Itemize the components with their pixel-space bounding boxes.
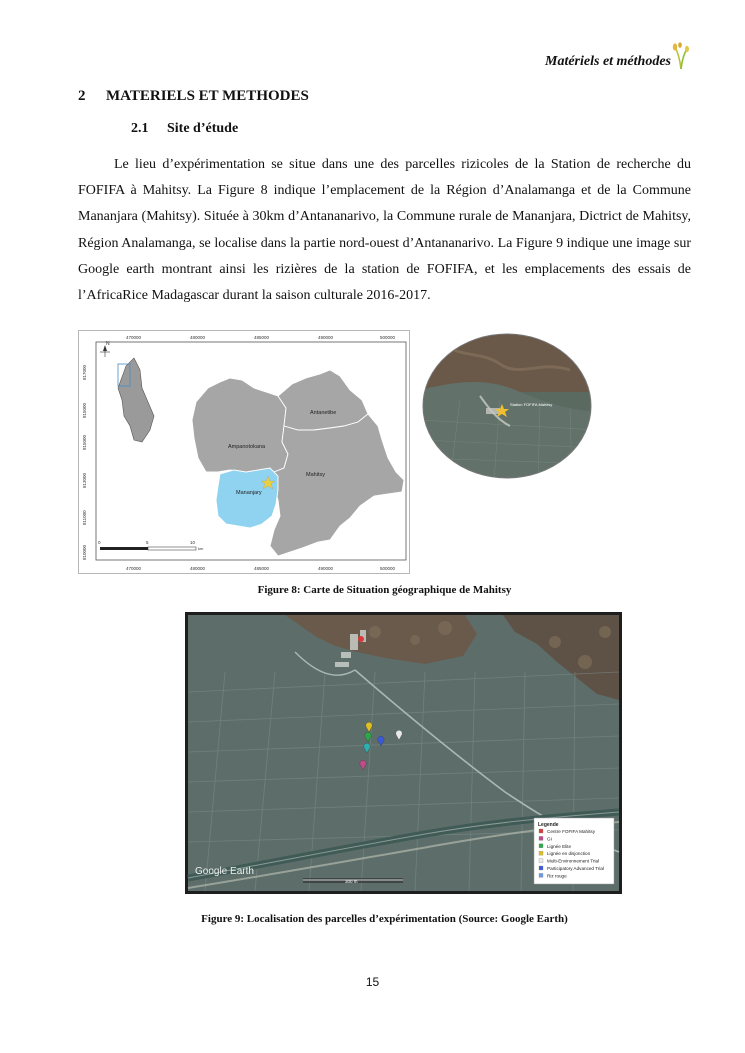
- legend-swatch: [539, 836, 543, 840]
- map-left-tick: 815000: [82, 402, 87, 418]
- map-top-tick: 490000: [318, 335, 334, 340]
- map-top-tick: 480000: [190, 335, 206, 340]
- legend-swatch: [539, 866, 543, 870]
- map-left-tick: 817000: [82, 364, 87, 380]
- centre-fofifa-marker: [358, 636, 364, 642]
- legend-item-label: Centre FOFIFA Mahitsy: [547, 829, 595, 834]
- label-mahitsy: Mahitsy: [306, 472, 325, 478]
- map-left-tick: 811000: [82, 510, 87, 525]
- subsection-title: Site d’étude: [167, 121, 239, 136]
- figure8-location-map: [78, 330, 410, 579]
- scale-label: 5: [146, 540, 149, 545]
- map-bottom-tick: 470000: [126, 566, 142, 571]
- figure8-caption: Figure 8: Carte de Situation géographique de Mahitsy: [257, 584, 512, 596]
- map-bottom-tick: 490000: [318, 566, 334, 571]
- legend-item-label: Lignée en disjonction: [547, 851, 591, 857]
- legend-item-label: Lignée Elite: [547, 843, 572, 849]
- legend-swatch: [539, 859, 543, 863]
- subsection-number: 2.1: [131, 121, 149, 136]
- scale-label: 10: [190, 540, 196, 545]
- figure9-legend: [534, 818, 614, 884]
- section-heading: [78, 88, 309, 105]
- page-number: 15: [365, 975, 380, 989]
- label-antanetibe: Antanetibe: [310, 410, 337, 416]
- legend-swatch: [539, 873, 543, 877]
- legend-swatch: [539, 829, 543, 833]
- map-bottom-tick: 485000: [254, 566, 270, 571]
- subsection-heading: [131, 121, 238, 137]
- map-left-tick: 810000: [82, 544, 87, 560]
- scale-label: 0: [98, 540, 101, 545]
- scale-unit: km: [198, 546, 204, 551]
- label-ampanotokana: Ampanotokana: [228, 444, 265, 450]
- map-bottom-tick: 480000: [190, 566, 206, 571]
- legend-item-label: GI: [547, 836, 552, 842]
- figure9-caption: Figure 9: Localisation des parcelles d’expérimentation (Source: Google Earth): [201, 913, 568, 925]
- map-bottom-tick: 500000: [380, 566, 396, 571]
- google-earth-watermark: Google Earth: [195, 866, 254, 877]
- section-number: 2: [78, 88, 86, 104]
- legend-swatch: [539, 851, 543, 855]
- legend-swatch: [539, 844, 543, 848]
- body-paragraph: Le lieu d’expérimentation se situe dans une des parcelles rizicoles de la Station de recherche du FOFIFA à Mahitsy. La Figure 8 indique l’emplacement de la Région d’Analamanga et de la Commune Mananjara (Mahitsy). Située à 30km d’Antananarivo, la Commune rurale de Mananjara, Dictrict de Mahitsy, Région Analamanga, se localise dans la partie nord-ouest d’Antananarivo. La Figure 9 indique une image sur Google earth montrant ainsi les rizières de la station de FOFIFA, et les emplacements des essais de l’AfricaRice Madagascar durant la saison culturale 2016-2017.: [78, 157, 691, 304]
- north-label: N: [106, 341, 110, 347]
- legend-item-label: Riz rouge: [547, 873, 567, 879]
- map-top-tick: 470000: [126, 335, 142, 340]
- inset-station-label: Station FOFIFA Mahitsy: [510, 402, 553, 407]
- running-header-title: Matériels et méthodes: [545, 54, 671, 69]
- rice-plant-icon: [671, 42, 691, 75]
- legend-title: Legende: [538, 822, 559, 828]
- section-title: MATERIELS ET METHODES: [106, 88, 309, 104]
- legend-item-label: Multi-Environnement Trial: [547, 858, 600, 864]
- legend-item-label: Participatory Advanced Trial: [547, 866, 604, 871]
- map-top-tick: 485000: [254, 335, 270, 340]
- label-mananjary: Mananjary: [236, 490, 262, 496]
- map-left-tick: 813000: [82, 472, 87, 488]
- commune-mananjary: [216, 468, 278, 528]
- scale-text: 300 m: [345, 879, 358, 884]
- figure9-satellite-image: [185, 612, 622, 899]
- figure8-satellite-inset: [420, 330, 598, 485]
- map-top-tick: 500000: [380, 335, 396, 340]
- map-left-tick: 815000: [82, 434, 87, 450]
